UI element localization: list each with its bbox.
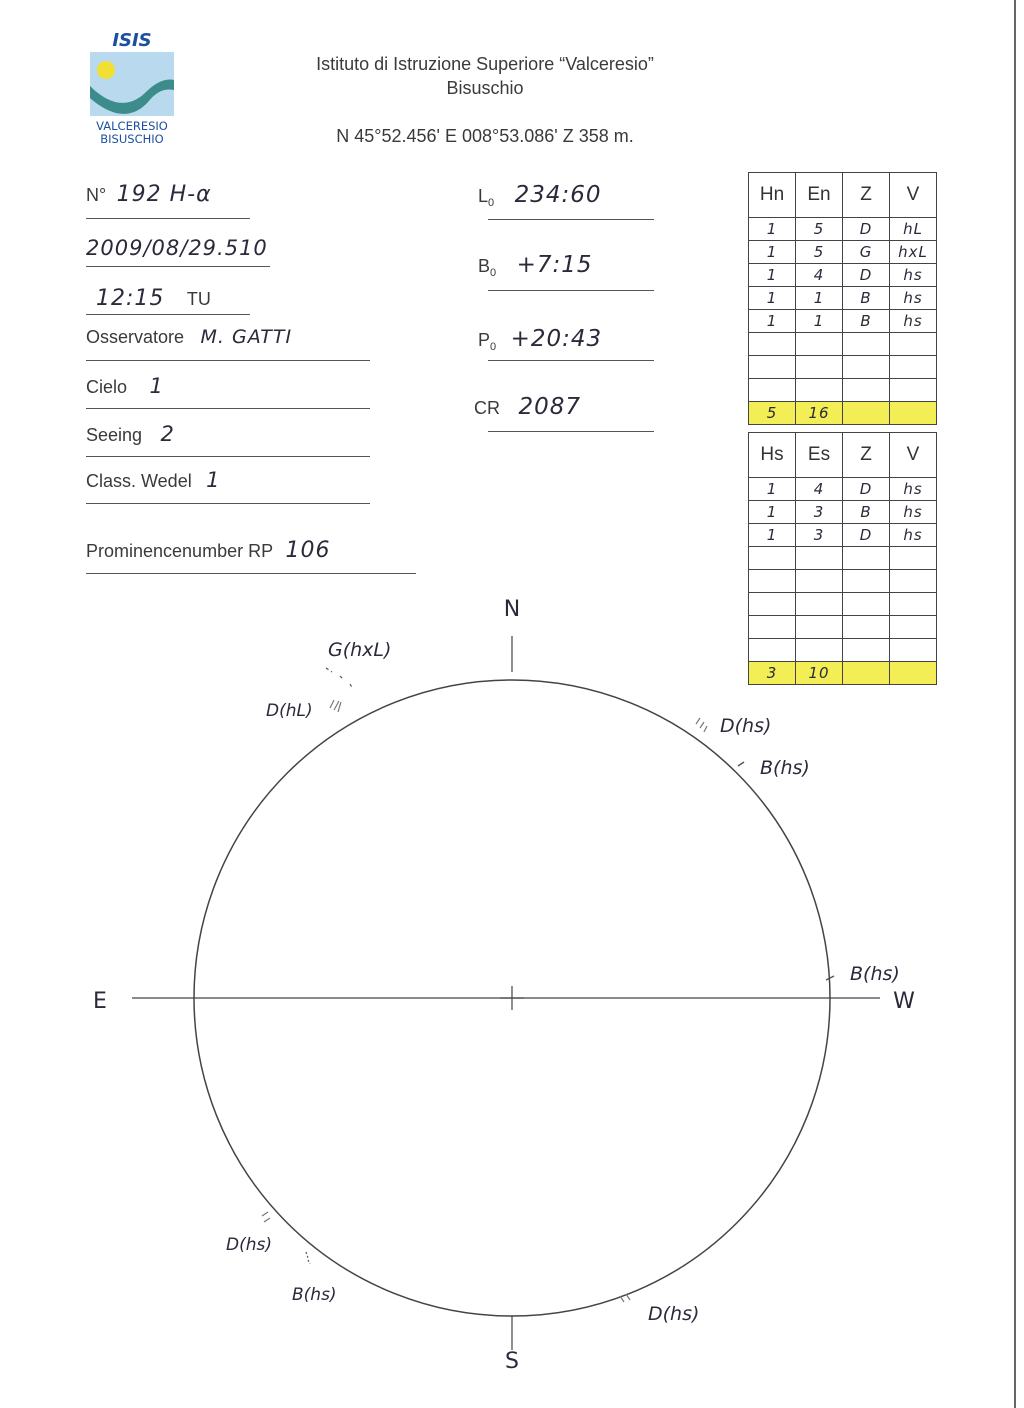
- p0-value: +20:43: [510, 326, 603, 352]
- logo-line2: BISUSCHIO: [100, 132, 164, 146]
- table-cell: B: [843, 287, 890, 310]
- solar-disk-drawing: [0, 580, 1010, 1380]
- table-cell: 5: [796, 218, 843, 241]
- l0-label: L: [478, 186, 489, 206]
- table-empty-cell: [749, 547, 796, 570]
- table-header-cell: Z: [843, 173, 890, 218]
- b0-field: [478, 252, 593, 279]
- table-total-cell: 10: [796, 662, 843, 685]
- institute-name: Istituto di Istruzione Superiore “Valceresio”: [316, 54, 654, 74]
- prominence-mark-b-hs-sw: [306, 1252, 310, 1264]
- number-field: [86, 182, 212, 207]
- table-cell: hs: [890, 524, 937, 547]
- label-b-hs-w: B(hs): [850, 963, 900, 985]
- wedel-field: [86, 468, 221, 492]
- table-total-cell: 16: [796, 402, 843, 425]
- table-cell: D: [843, 218, 890, 241]
- table-header-cell: V: [890, 173, 937, 218]
- p0-underline: [488, 360, 654, 361]
- b0-value: +7:15: [516, 252, 593, 278]
- time-underline: [86, 314, 250, 315]
- logo-graphic: [88, 30, 176, 148]
- table-empty-row: [749, 379, 937, 402]
- table-totals-row: [749, 402, 937, 425]
- table-empty-cell: [890, 379, 937, 402]
- table-total-cell: 5: [749, 402, 796, 425]
- table-cell: 1: [749, 478, 796, 501]
- table-cell: hL: [890, 218, 937, 241]
- station-coordinates: N 45°52.456' E 008°53.086' Z 358 m.: [336, 126, 634, 146]
- table-row: [749, 287, 937, 310]
- table-empty-cell: [796, 547, 843, 570]
- table-row: [749, 478, 937, 501]
- north-hemisphere-table: [748, 172, 937, 425]
- table-header-cell: Z: [843, 433, 890, 478]
- table-cell: hs: [890, 264, 937, 287]
- observer-field: [86, 326, 292, 348]
- table-cell: 5: [796, 241, 843, 264]
- time-unit: TU: [186, 289, 211, 309]
- table-empty-cell: [843, 379, 890, 402]
- l0-underline: [488, 219, 654, 220]
- rp-underline: [86, 573, 416, 574]
- west-label: W: [893, 989, 915, 1014]
- table-cell: 4: [796, 478, 843, 501]
- table-cell: 1: [749, 287, 796, 310]
- table-cell: 1: [749, 218, 796, 241]
- prominence-mark-b-hs-ne: [738, 762, 744, 766]
- cr-label: CR: [474, 398, 500, 418]
- table-cell: hs: [890, 501, 937, 524]
- table-row: [749, 241, 937, 264]
- date-underline: [86, 266, 270, 267]
- table-empty-cell: [749, 333, 796, 356]
- table-empty-cell: [890, 547, 937, 570]
- table-cell: hxL: [890, 241, 937, 264]
- table-empty-cell: [749, 379, 796, 402]
- table-header-cell: Hn: [749, 173, 796, 218]
- table-empty-cell: [796, 356, 843, 379]
- table-cell: 1: [749, 241, 796, 264]
- table-row: [749, 218, 937, 241]
- p0-field: [478, 326, 602, 353]
- table-row: [749, 264, 937, 287]
- table-row: [749, 310, 937, 333]
- table-cell: 3: [796, 524, 843, 547]
- sky-underline: [86, 408, 370, 409]
- wedel-underline: [86, 503, 370, 504]
- page-edge: [1014, 0, 1016, 1408]
- p0-sub: 0: [490, 341, 497, 354]
- b0-label: B: [478, 256, 491, 276]
- table-cell: G: [843, 241, 890, 264]
- sky-label: Cielo: [86, 377, 128, 397]
- label-d-hs-se: D(hs): [648, 1303, 700, 1325]
- school-logo: [88, 30, 176, 148]
- number-value: 192 H-α: [116, 182, 212, 207]
- wedel-value: 1: [206, 468, 221, 492]
- table-cell: B: [843, 501, 890, 524]
- time-value: 12:15: [96, 286, 165, 311]
- l0-field: [478, 182, 602, 209]
- cr-underline: [488, 431, 654, 432]
- table-cell: 1: [749, 501, 796, 524]
- table-header-cell: V: [890, 433, 937, 478]
- table-cell: hs: [890, 478, 937, 501]
- rp-label: Prominencenumber RP: [86, 541, 274, 561]
- logo-top-text: ISIS: [112, 30, 152, 51]
- table-empty-row: [749, 333, 937, 356]
- table-cell: 1: [796, 310, 843, 333]
- table-cell: 3: [796, 501, 843, 524]
- rp-field: [86, 538, 331, 563]
- observer-underline: [86, 360, 370, 361]
- l0-sub: 0: [488, 197, 495, 210]
- table-empty-cell: [749, 356, 796, 379]
- table-cell: hs: [890, 310, 937, 333]
- rp-value: 106: [285, 538, 331, 563]
- south-label: S: [505, 1349, 519, 1374]
- north-label: N: [503, 597, 521, 622]
- prominence-mark-d-hs-sw: [262, 1212, 270, 1222]
- table-cell: 4: [796, 264, 843, 287]
- table-empty-cell: [843, 547, 890, 570]
- label-g-hxl: G(hxL): [328, 639, 392, 661]
- table-empty-cell: [890, 333, 937, 356]
- cr-value: 2087: [518, 394, 581, 420]
- town-name: Bisuschio: [446, 78, 524, 98]
- label-d-hl: D(hL): [266, 701, 313, 721]
- date-value: 2009/08/29.510: [86, 236, 268, 260]
- wedel-label: Class. Wedel: [86, 471, 192, 491]
- observer-value: M. GATTI: [200, 326, 293, 348]
- table-header-cell: Es: [796, 433, 843, 478]
- table-empty-row: [749, 547, 937, 570]
- seeing-field: [86, 422, 175, 446]
- table-cell: B: [843, 310, 890, 333]
- label-d-hs-ne: D(hs): [720, 715, 772, 737]
- table-total-cell: 3: [749, 662, 796, 685]
- logo-line1: VALCERESIO: [96, 119, 168, 133]
- table-cell: D: [843, 264, 890, 287]
- table-cell: D: [843, 524, 890, 547]
- time-field: [96, 286, 211, 311]
- table-empty-cell: [796, 333, 843, 356]
- table-empty-cell: [843, 333, 890, 356]
- number-label: N°: [86, 185, 107, 205]
- sky-value: 1: [149, 374, 164, 398]
- east-label: E: [93, 989, 107, 1014]
- table-cell: 1: [749, 264, 796, 287]
- prominence-mark-d-hs-ne: [696, 718, 707, 732]
- table-total-slash-cell: [843, 402, 890, 425]
- b0-sub: 0: [490, 267, 497, 280]
- table-empty-row: [749, 356, 937, 379]
- p0-label: P: [478, 330, 491, 350]
- table-cell: hs: [890, 287, 937, 310]
- prominence-mark-d-hl: [330, 700, 341, 712]
- seeing-underline: [86, 456, 370, 457]
- table-total-slash-cell: [890, 402, 937, 425]
- prominence-mark-g-hxl: [326, 668, 353, 689]
- seeing-label: Seeing: [86, 425, 143, 445]
- b0-underline: [488, 290, 654, 291]
- seeing-value: 2: [160, 422, 175, 446]
- l0-value: 234:60: [514, 182, 602, 208]
- cr-field: [474, 394, 581, 420]
- table-cell: D: [843, 478, 890, 501]
- table-header-cell: Hs: [749, 433, 796, 478]
- label-b-hs-sw: B(hs): [292, 1285, 337, 1305]
- label-d-hs-sw: D(hs): [226, 1235, 272, 1255]
- label-b-hs-ne: B(hs): [760, 757, 810, 779]
- observer-label: Osservatore: [86, 327, 185, 347]
- table-header-cell: En: [796, 173, 843, 218]
- table-empty-cell: [796, 379, 843, 402]
- table-row: [749, 501, 937, 524]
- sky-field: [86, 374, 164, 398]
- number-underline: [86, 218, 250, 219]
- table-empty-cell: [890, 356, 937, 379]
- table-empty-cell: [843, 356, 890, 379]
- table-cell: 1: [749, 524, 796, 547]
- table-cell: 1: [749, 310, 796, 333]
- table-row: [749, 524, 937, 547]
- table-cell: 1: [796, 287, 843, 310]
